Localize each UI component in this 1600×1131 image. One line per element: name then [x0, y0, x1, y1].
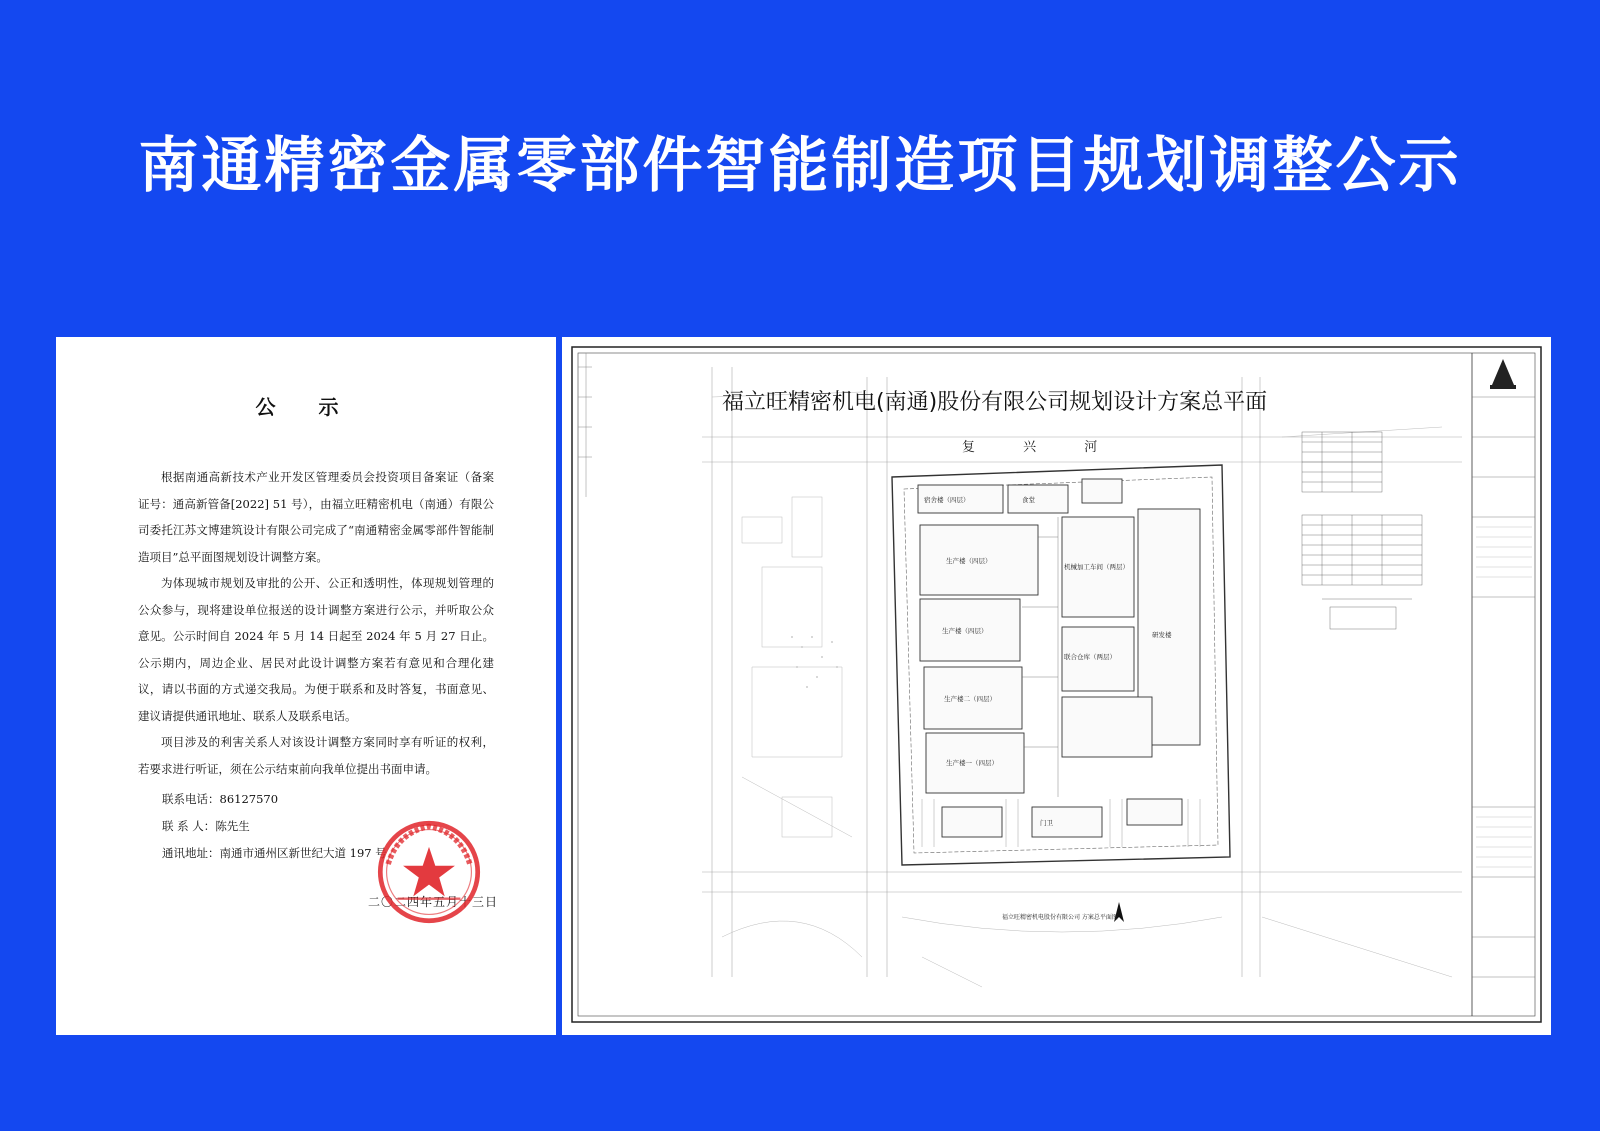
building-label: 食堂 — [1022, 496, 1035, 504]
notice-paragraph: 根据南通高新技术产业开发区管理委员会投资项目备案证（备案证号：通高新管备[2022] 51 号），由福立旺精密机电（南通）有限公司委托江苏文博建筑设计有限公司完成了“南通精密金属零部件智能制造项目”总平面图规划设计调整方案。 — [138, 470, 494, 564]
gate-house-c — [1127, 799, 1182, 825]
notice-paragraph: 为体现城市规划及审批的公开、公正和透明性，体现规划管理的公众参与，现将建设单位报送的设计调整方案进行公示，并听取公众意见。公示时间自 2024 年 5 月 14 日起至 2024 年 5 月 27 日止。公示期内，周边企业、居民对此设计调整方案若有意见和合理化建议，请以书面的方式递交我局。为便于联系和及时答复，书面意见、建议请提供通讯地址、联系人及联系电话。 — [138, 576, 494, 723]
building-label: 生产楼（四层） — [946, 557, 992, 565]
site-plan-drawing — [562, 337, 1551, 1035]
building-label: 研发楼 — [1152, 631, 1172, 639]
contact-address-row — [162, 845, 387, 861]
contact-value: 陈先生 — [215, 819, 250, 833]
economic-indicator-table — [1302, 432, 1382, 492]
building-label: 机械加工车间（两层） — [1064, 563, 1129, 571]
notice-heading: 公 示 — [255, 395, 357, 419]
section-detail — [1322, 599, 1412, 629]
contact-label: 联 系 人： — [162, 819, 216, 833]
plan-title: 福立旺精密机电(南通)股份有限公司规划设计方案总平面 — [722, 390, 1268, 415]
small-building — [1082, 479, 1122, 503]
storage-building — [1062, 697, 1152, 757]
notice-body — [138, 464, 494, 782]
phone-value: 86127570 — [219, 792, 279, 806]
building-label: 生产楼一（四层） — [946, 759, 998, 767]
official-seal — [374, 817, 484, 927]
gate-house-a — [942, 807, 1002, 837]
contact-person-row — [162, 818, 250, 834]
notice-date: 二〇二四年五月十三日 — [368, 895, 499, 909]
notice-paragraph: 项目涉及的利害关系人对该设计调整方案同时享有听证的权利，若要求进行听证，须在公示结束前向我单位提出书面申请。 — [138, 735, 494, 776]
building-label: 联合仓库（两层） — [1064, 653, 1116, 661]
address-value: 南通市通州区新世纪大道 197 号 — [219, 846, 387, 860]
canteen-building — [1008, 485, 1068, 513]
drawing-label: 福立旺精密机电股份有限公司 方案总平面图 — [1002, 914, 1118, 921]
banner-title: 南通精密金属零部件智能制造项目规划调整公示 — [138, 131, 1462, 201]
building-label: 生产楼二（四层） — [944, 695, 996, 703]
building-label: 宿舍楼（四层） — [924, 496, 970, 504]
building-label: 生产楼（四层） — [942, 627, 988, 635]
site-plan-svg — [562, 337, 1551, 1035]
river-label: 复 兴 河 — [962, 440, 1120, 455]
notice-document — [56, 337, 556, 1035]
address-label: 通讯地址： — [162, 846, 220, 860]
contact-phone-row — [162, 791, 278, 807]
title-block-logo — [1490, 359, 1516, 389]
building-schedule-table — [1302, 515, 1422, 585]
building-label: 门卫 — [1040, 819, 1053, 827]
phone-label: 联系电话： — [162, 792, 220, 806]
